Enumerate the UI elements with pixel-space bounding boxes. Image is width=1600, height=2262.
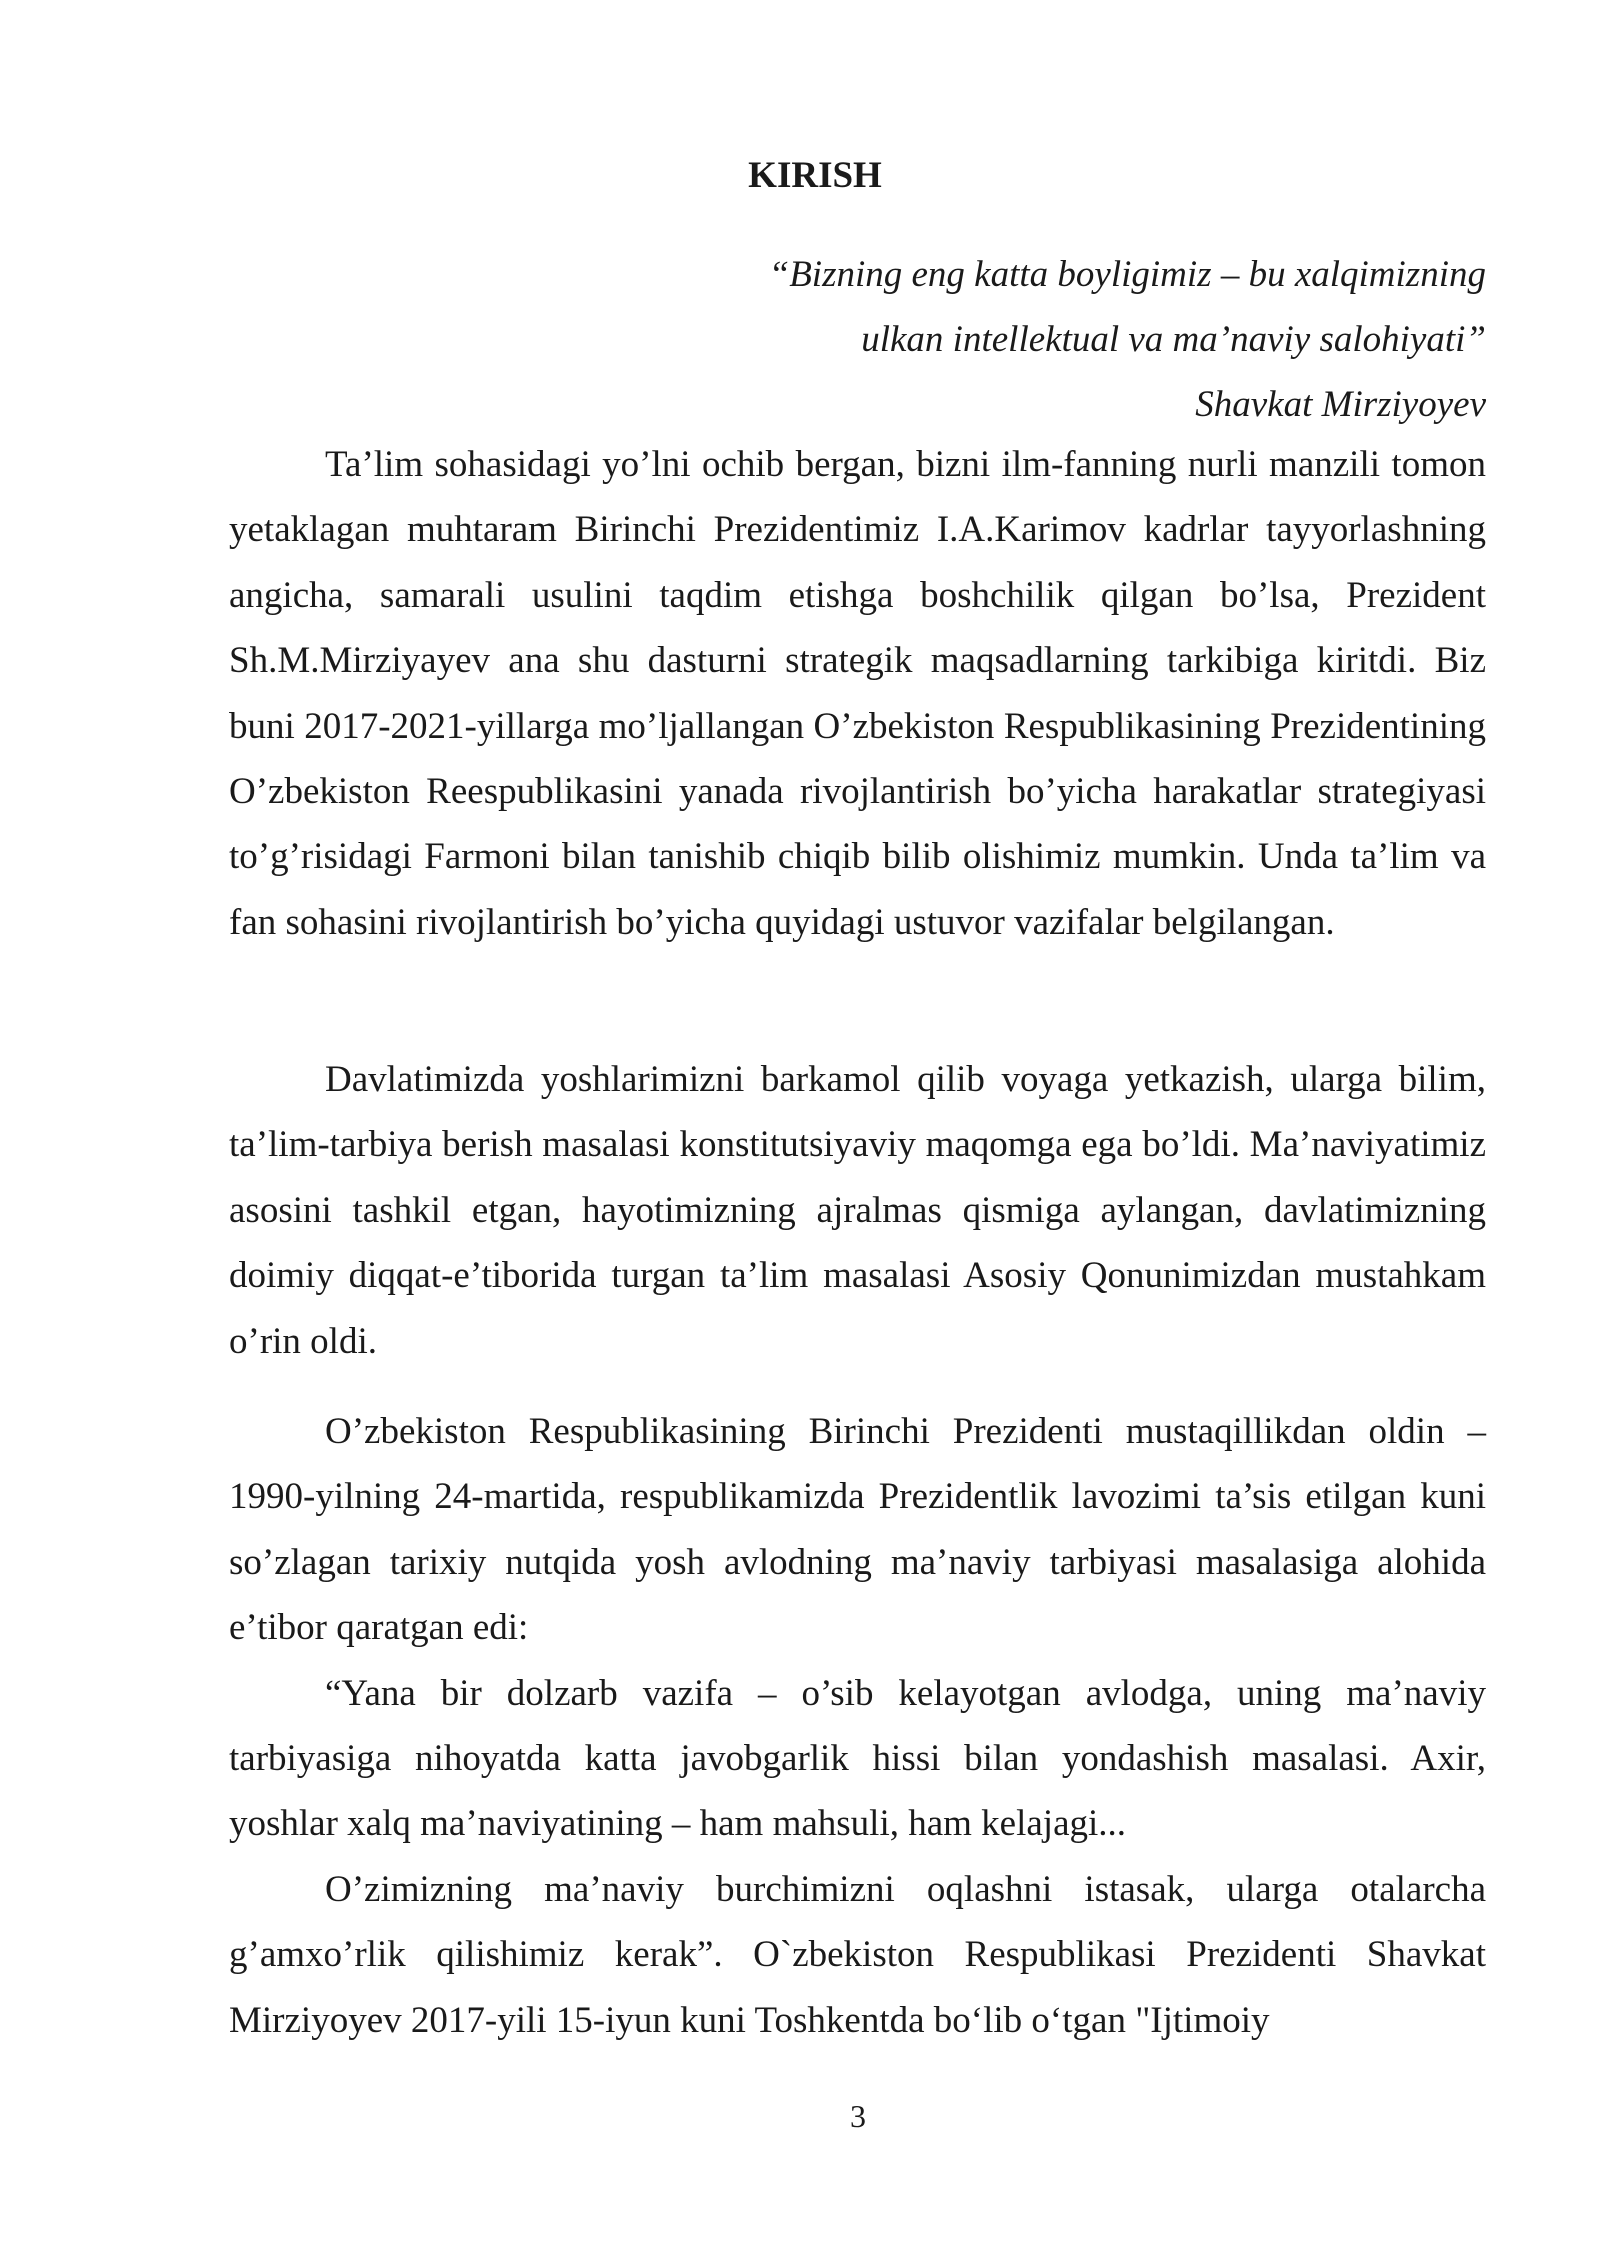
text-block	[229, 1399, 1486, 2053]
text-block	[229, 432, 1486, 955]
epigraph	[486, 242, 1486, 437]
paragraph: Ta’lim sohasidagi yo’lni ochib bergan, bizni ilm-fanning nurli manzili tomon yetaklagan muhtaram Birinchi Prezidentimiz I.A.Karimov kadrlar tayyorlashning angicha, samarali usulini taqdim etishga boshchilik qilgan bo’lsa, Prezident Sh.M.Mirziyayev ana shu dasturni strategik maqsadlarning tarkibiga kiritdi. Biz buni 2017-2021-yillarga mo’ljallangan O’zbekiston Respublikasining Prezidentining O’zbekiston Reespublikasini yanada rivojlantirish bo’yicha harakatlar strategiyasi to’g’risidagi Farmoni bilan tanishib chiqib bilib olishimiz mumkin. Unda ta’lim va fan sohasini rivojlantirish bo’yicha quyidagi ustuvor vazifalar belgilangan.	[229, 444, 1486, 943]
paragraph: Davlatimizda yoshlarimizni barkamol qilib voyaga yetkazish, ularga bilim, ta’lim-tarbiya berish masalasi konstitutsiyaviy maqomga ega bo’ldi. Ma’naviyatimiz asosini tashkil etgan, hayotimizning ajralmas qismiga aylangan, davlatimizning doimiy diqqat-e’tiborida turgan ta’lim masalasi Asosiy Qonunimizdan mustahkam o’rin oldi.	[229, 1059, 1486, 1362]
page-number: 3	[850, 2098, 866, 2134]
paragraph: “Yana bir dolzarb vazifa – o’sib kelayotgan avlodga, uning ma’naviy tarbiyasiga nihoyatda katta javobgarlik hissi bilan yondashish masalasi. Axir, yoshlar xalq ma’naviyatining – ham mahsuli, ham kelajagi...	[229, 1672, 1486, 1845]
paragraph: O’zimizning ma’naviy burchimizni oqlashni istasak, ularga otalarcha g’amxo’rlik qilishimiz kerak”. O`zbekiston Respublikasi Prezidenti Shavkat Mirziyoyev 2017-yili 15-iyun kuni Toshkentda bo‘lib o‘tgan "Ijtimoiy	[229, 1868, 1486, 2041]
epigraph-line: ulkan intellektual va ma’naviy salohiyati”	[861, 319, 1486, 360]
section-heading: KIRISH	[748, 155, 882, 196]
paragraph: O’zbekiston Respublikasining Birinchi Prezidenti mustaqillikdan oldin – 1990-yilning 24-martida, respublikamizda Prezidentlik lavozimi ta’sis etilgan kuni so’zlagan tarixiy nutqida yosh avlodning ma’naviy tarbiyasi masalasiga alohida e’tibor qaratgan edi:	[229, 1411, 1486, 1649]
text-block	[229, 1047, 1486, 1374]
epigraph-author: Shavkat Mirziyoyev	[1195, 384, 1486, 425]
epigraph-line: “Bizning eng katta boyligimiz – bu xalqimizning	[768, 254, 1486, 295]
